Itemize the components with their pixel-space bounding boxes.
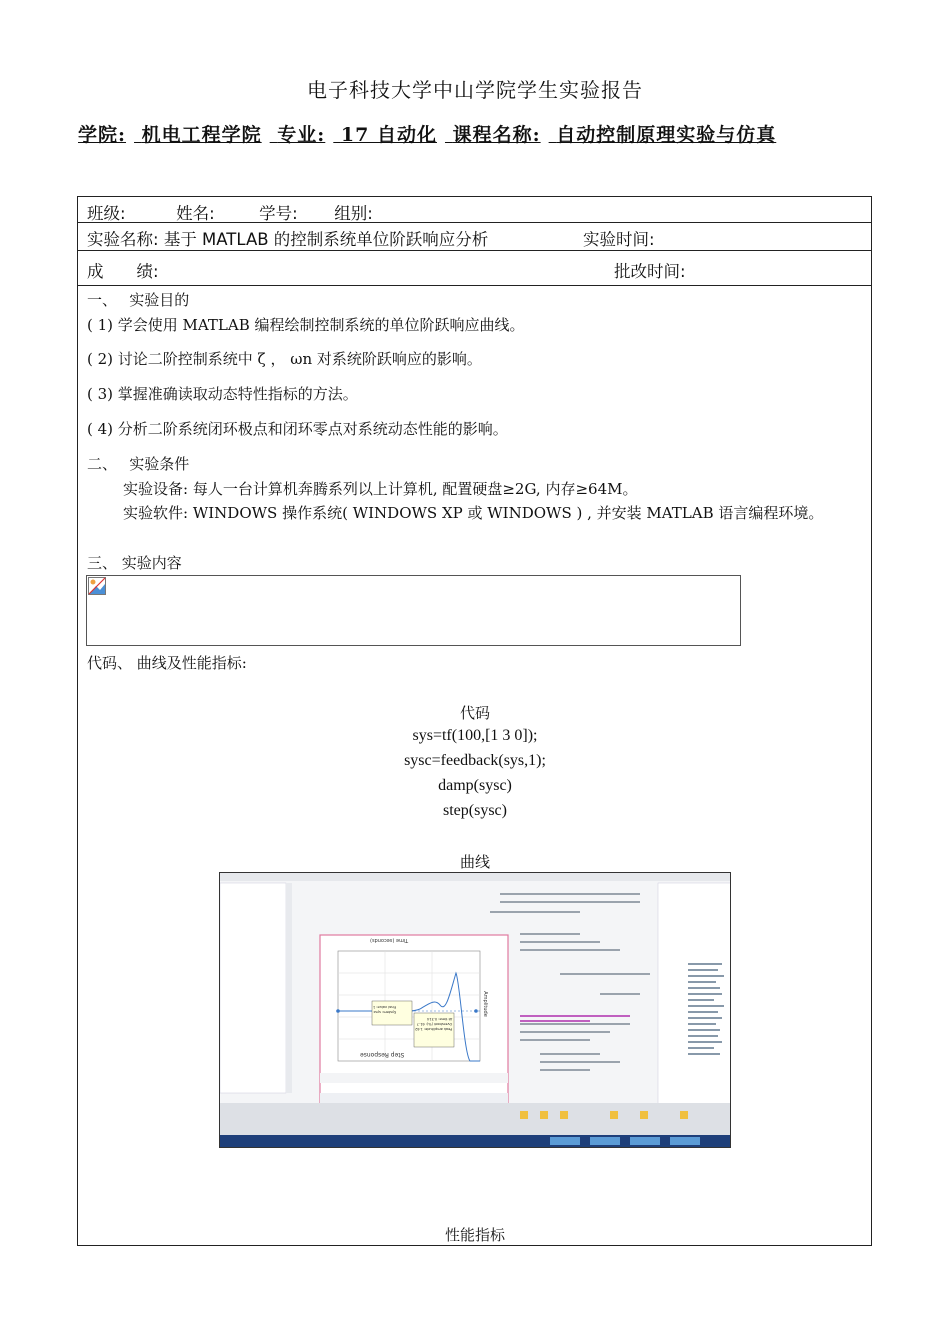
matlab-screenshot-drawing — [220, 873, 731, 1148]
datatip-peak — [415, 1016, 452, 1031]
experiment-name-value: 基于 MATLAB 的控制系统单位阶跃响应分析 — [163, 230, 489, 249]
score-label: 成 绩: — [87, 262, 159, 281]
major-label: 专业: — [277, 124, 326, 146]
datatip-overshoot: Overshoot (%): 61.7 — [416, 1022, 453, 1026]
name-label: 姓名: — [176, 204, 215, 223]
datatip-peak-amplitude: Peak amplitude: 1.62 — [415, 1027, 453, 1031]
group-label: 组别: — [334, 204, 373, 223]
section2-heading: 二、 实验条件 — [87, 455, 190, 473]
report-subtitle — [78, 114, 878, 156]
section3-heading: 三、 实验内容 — [87, 554, 182, 572]
code-line-4: step(sysc) — [443, 802, 507, 819]
section3-subheading: 代码、 曲线及性能指标: — [87, 654, 247, 672]
curve-label: 曲线 — [459, 853, 490, 871]
objective-item-4: ( 4) 分析二阶系统闭环极点和闭环零点对系统动态性能的影响。 — [87, 420, 508, 438]
performance-label: 性能指标 — [444, 1226, 505, 1244]
plot-title: Step Response — [360, 1051, 405, 1058]
course-value: 自动控制原理实验与仿真 — [556, 124, 777, 146]
experiment-time-label: 实验时间: — [583, 230, 655, 249]
broken-image-icon — [88, 577, 106, 595]
plot-x-label: Time (seconds) — [370, 937, 409, 943]
info-row-1 — [87, 200, 373, 224]
objective-item-2: ( 2) 讨论二阶控制系统中 ζ ， ωn 对系统阶跃响应的影响。 — [87, 350, 482, 368]
row-divider — [77, 285, 872, 286]
experiment-name-label: 实验名称: — [87, 230, 159, 249]
section1-heading: 一、 实验目的 — [87, 291, 190, 309]
major-value: 17 自动化 — [340, 124, 437, 146]
code-line-1: sys=tf(100,[1 3 0]); — [412, 727, 538, 744]
code-label: 代码 — [459, 704, 490, 722]
matlab-screenshot — [219, 872, 731, 1148]
report-title: 电子科技大学中山学院学生实验报告 — [307, 78, 643, 102]
datatip-final-value: Final value: 1 — [373, 1005, 397, 1009]
college-label: 学院: — [78, 124, 127, 146]
objective-item-1: ( 1) 学会使用 MATLAB 编程绘制控制系统的单位阶跃响应曲线。 — [87, 316, 525, 334]
datatip-final — [373, 1004, 396, 1014]
plot-y-label: Amplitude — [481, 991, 488, 1017]
code-line-2: sysc=feedback(sys,1); — [404, 752, 546, 769]
objective-item-3: ( 3) 掌握准确读取动态特性指标的方法。 — [87, 385, 358, 403]
software-text: 实验软件: WINDOWS 操作系统( WINDOWS XP 或 WINDOWS ) , 并安装 MATLAB 语言编程环境。 — [123, 504, 824, 522]
class-label: 班级: — [87, 204, 126, 223]
datatip-at-time: At time: 0.314 — [427, 1017, 453, 1021]
code-line-3: damp(sysc) — [438, 777, 512, 794]
college-value: 机电工程学院 — [141, 124, 262, 146]
info-row-2 — [87, 226, 488, 250]
row-divider — [77, 250, 872, 251]
content-image-box — [86, 575, 741, 646]
review-time-label: 批改时间: — [614, 262, 686, 281]
datatip-system: System: sysc — [373, 1010, 397, 1014]
course-label: 课程名称: — [452, 124, 541, 146]
equipment-text: 实验设备: 每人一台计算机奔腾系列以上计算机, 配置硬盘≥2G, 内存≥64M。 — [123, 480, 638, 498]
student-id-label: 学号: — [259, 204, 298, 223]
